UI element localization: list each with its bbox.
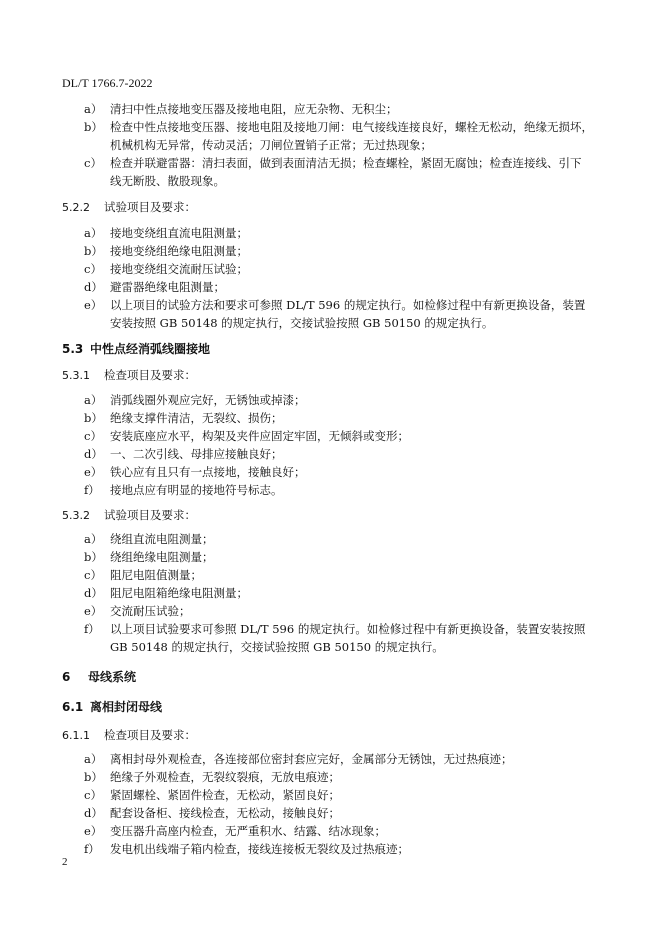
standard-header: DL/T 1766.7-2022 [62, 76, 153, 90]
item-text: 接地变绕组直流电阻测量； [110, 226, 248, 240]
item-text-line1: 以上项目试验要求可参照 DL/T 596 的规定执行。如检修过程中有新更换设备，装置安装按照 [110, 622, 586, 636]
subsection-5-3-2 [62, 506, 196, 525]
item-text: 接地点应有明显的接地符号标志。 [110, 483, 283, 497]
subsection-5-2-2 [62, 198, 196, 217]
item-label: b） [84, 120, 103, 134]
item-text: 绝缘子外观检查，无裂纹裂痕，无放电痕迹； [110, 770, 340, 784]
item-label: b） [84, 411, 103, 425]
section-title: 母线系统 [88, 670, 137, 684]
item-label: a） [84, 102, 103, 116]
item-text: 绕组直流电阻测量； [110, 532, 214, 546]
item-text: 发电机出线端子箱内检查，接线连接板无裂纹及过热痕迹； [110, 842, 409, 856]
item-label: e） [84, 824, 103, 838]
subsection-title: 检查项目及要求： [104, 368, 196, 382]
section-number: 6 [62, 670, 71, 684]
item-text: 清扫中性点接地变压器及接地电阻，应无杂物、无积尘； [110, 102, 398, 116]
item-label: d） [84, 806, 103, 820]
item-text: 阻尼电阻箱绝缘电阻测量； [110, 586, 248, 600]
item-text-line2: 线无断股、散股现象。 [110, 174, 225, 188]
item-label: c） [84, 788, 102, 802]
item-text-line1: 检查中性点接地变压器、接地电阻及接地刀闸：电气接线连接良好，螺栓无松动，绝缘无损坏， [110, 120, 593, 134]
item-text-line2: GB 50148 的规定执行，交接试验按照 GB 50150 的规定执行。 [110, 640, 444, 654]
item-text: 消弧线圈外观应完好，无锈蚀或掉漆； [110, 393, 306, 407]
item-label: c） [84, 568, 102, 582]
item-text: 变压器升高座内检查，无严重积水、结露、结冰现象； [110, 824, 386, 838]
item-text: 配套设备柜、接线检查，无松动，接触良好； [110, 806, 340, 820]
subsection-title: 检查项目及要求： [104, 728, 196, 742]
item-label: a） [84, 752, 103, 766]
section-6 [62, 668, 136, 686]
item-label: a） [84, 226, 103, 240]
subsection-number: 5.2.2 [62, 201, 90, 214]
item-label: a） [84, 393, 103, 407]
item-text-line2: 安装按照 GB 50148 的规定执行，交接试验按照 GB 50150 的规定执行。 [110, 316, 494, 330]
item-text: 离相封母外观检查，各连接部位密封套应完好，金属部分无锈蚀，无过热痕迹； [110, 752, 513, 766]
item-text: 安装底座应水平，构架及夹件应固定牢固，无倾斜或变形； [110, 429, 409, 443]
section-number: 6.1 [62, 700, 84, 714]
item-text: 铁心应有且只有一点接地，接触良好； [110, 465, 306, 479]
subsection-title: 试验项目及要求： [104, 508, 196, 522]
subsection-title: 试验项目及要求： [104, 200, 196, 214]
item-text-line1: 检查并联避雷器：清扫表面，做到表面清洁无损；检查螺栓，紧固无腐蚀；检查连接线、引下 [110, 156, 582, 170]
item-label: e） [84, 604, 103, 618]
item-text: 接地变绕组绝缘电阻测量； [110, 244, 248, 258]
page-number: 2 [62, 856, 68, 868]
item-text-line2: 机械机构无异常，传动灵活；刀闸位置销子正常；无过热现象； [110, 138, 432, 152]
item-text: 绝缘支撑件清洁，无裂纹、损伤； [110, 411, 283, 425]
subsection-number: 5.3.1 [62, 369, 90, 382]
item-text: 交流耐压试验； [110, 604, 191, 618]
item-label: f） [84, 842, 100, 856]
item-label: c） [84, 429, 102, 443]
item-label: d） [84, 280, 103, 294]
item-label: d） [84, 447, 103, 461]
item-label: e） [84, 298, 103, 312]
subsection-5-3-1 [62, 366, 196, 385]
item-text: 绕组绝缘电阻测量； [110, 550, 214, 564]
subsection-6-1-1 [62, 726, 196, 745]
item-label: b） [84, 244, 103, 258]
item-label: b） [84, 550, 103, 564]
item-text: 避雷器绝缘电阻测量； [110, 280, 225, 294]
item-text: 紧固螺栓、紧固件检查，无松动，紧固良好； [110, 788, 340, 802]
item-label: c） [84, 262, 102, 276]
item-label: d） [84, 586, 103, 600]
item-label: b） [84, 770, 103, 784]
item-label: f） [84, 622, 100, 636]
item-label: c） [84, 156, 102, 170]
item-text: 一、二次引线、母排应接触良好； [110, 447, 283, 461]
item-text: 接地变绕组交流耐压试验； [110, 262, 248, 276]
section-number: 5.3 [62, 342, 84, 356]
item-label: a） [84, 532, 103, 546]
item-text-line1: 以上项目的试验方法和要求可参照 DL/T 596 的规定执行。如检修过程中有新更换设备，装置 [110, 298, 586, 312]
item-text: 阻尼电阻值测量； [110, 568, 202, 582]
section-title: 离相封闭母线 [90, 700, 163, 714]
section-6-1 [62, 698, 162, 716]
subsection-number: 5.3.2 [62, 509, 90, 522]
section-title: 中性点经消弧线圈接地 [90, 342, 211, 356]
subsection-number: 6.1.1 [62, 729, 90, 742]
section-5-3 [62, 340, 210, 358]
item-label: e） [84, 465, 103, 479]
item-label: f） [84, 483, 100, 497]
